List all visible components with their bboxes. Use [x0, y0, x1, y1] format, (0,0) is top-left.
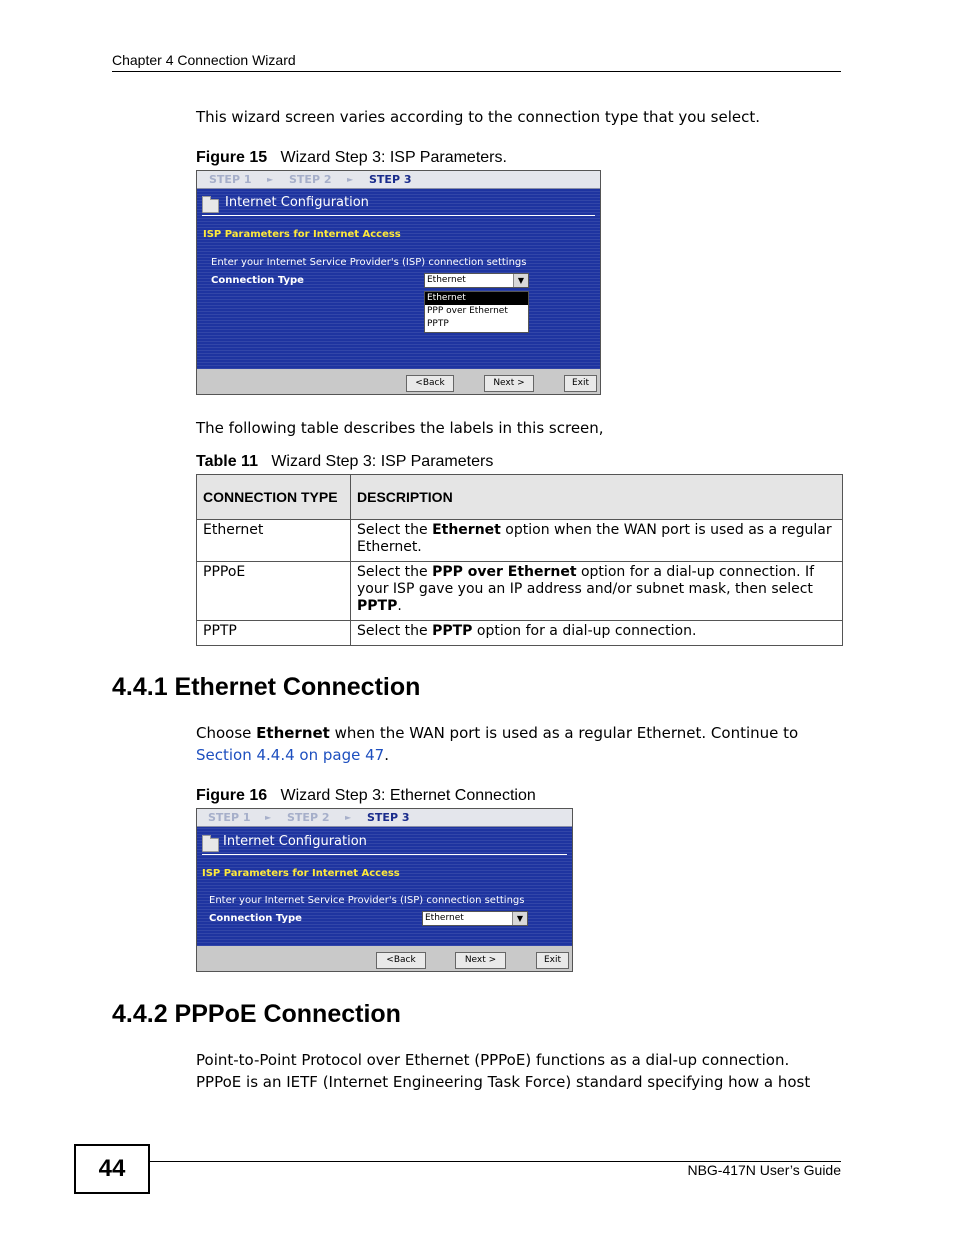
- step-arrow-icon: ►: [265, 813, 272, 822]
- table-header-row: [197, 475, 843, 520]
- wizard-panel: [197, 189, 600, 369]
- wizard-subtitle: ISP Parameters for Internet Access: [203, 229, 401, 240]
- connection-type-value: Ethernet: [427, 275, 466, 285]
- step-arrow-icon: ►: [347, 175, 354, 184]
- next-button[interactable]: Next >: [455, 952, 506, 969]
- table-row: [197, 562, 843, 621]
- cell-type: PPPoE: [197, 562, 351, 621]
- figure16-wizard-screenshot: [196, 808, 573, 972]
- title-divider: [202, 854, 567, 855]
- step-arrow-icon: ►: [345, 813, 352, 822]
- footer-guide-title: NBG-417N User’s Guide: [687, 1162, 841, 1178]
- chapter-header: Chapter 4 Connection Wizard: [112, 52, 296, 68]
- connection-type-dropdown: [424, 291, 529, 333]
- cell-description: Select the PPTP option for a dial-up connection.: [351, 621, 843, 646]
- table-row: [197, 621, 843, 646]
- step-2: STEP 2: [289, 173, 332, 186]
- step-2: STEP 2: [287, 811, 330, 824]
- option-ethernet[interactable]: Ethernet: [425, 292, 528, 305]
- option-ppp-over-ethernet[interactable]: PPP over Ethernet: [427, 306, 508, 316]
- connection-type-select[interactable]: [422, 911, 528, 926]
- section-441-paragraph: Choose Ethernet when the WAN port is used as a regular Ethernet. Continue to Section 4.4.4 on page 47.: [196, 724, 799, 764]
- cell-description: Select the PPP over Ethernet option for a dial-up connection. If your ISP gave you an IP address and/or subnet mask, then select PPTP.: [351, 562, 843, 621]
- header-connection-type: CONNECTION TYPE: [197, 475, 351, 520]
- back-button[interactable]: <Back: [376, 952, 426, 969]
- step-arrow-icon: ►: [267, 175, 274, 184]
- title-divider: [202, 215, 595, 216]
- wizard-instruction: Enter your Internet Service Provider's (ISP) connection settings: [211, 257, 527, 268]
- wizard-subtitle: ISP Parameters for Internet Access: [202, 868, 400, 879]
- chevron-down-icon[interactable]: ▼: [512, 912, 527, 925]
- cell-type: Ethernet: [197, 520, 351, 562]
- intro-paragraph: This wizard screen varies according to the connection type that you select.: [196, 108, 761, 126]
- table-row: [197, 520, 843, 562]
- wizard-title: Internet Configuration: [223, 834, 367, 849]
- section-444-link[interactable]: Section 4.4.4 on page 47: [196, 746, 385, 764]
- step-1: STEP 1: [208, 811, 251, 824]
- isp-parameters-table: [196, 474, 843, 646]
- table11-caption: Table 11 Wizard Step 3: ISP Parameters: [196, 453, 494, 470]
- wizard-panel: [197, 827, 572, 946]
- page-number: 44: [74, 1144, 150, 1194]
- wizard-instruction: Enter your Internet Service Provider's (ISP) connection settings: [209, 895, 525, 906]
- option-pptp[interactable]: PPTP: [427, 319, 449, 329]
- chevron-down-icon[interactable]: ▼: [513, 274, 528, 287]
- figure15-caption: Figure 15 Wizard Step 3: ISP Parameters.: [196, 149, 507, 166]
- figure15-wizard-screenshot: [196, 170, 601, 395]
- step-3: STEP 3: [369, 173, 412, 186]
- wizard-title: Internet Configuration: [225, 195, 369, 210]
- next-button[interactable]: Next >: [484, 375, 534, 392]
- section-441-heading: 4.4.1 Ethernet Connection: [112, 673, 421, 701]
- cell-description: Select the Ethernet option when the WAN port is used as a regular Ethernet.: [351, 520, 843, 562]
- cell-type: PPTP: [197, 621, 351, 646]
- connection-type-select[interactable]: [424, 273, 529, 288]
- wizard-steps-bar: [197, 809, 572, 827]
- header-description: DESCRIPTION: [351, 475, 843, 520]
- back-button[interactable]: <Back: [406, 375, 454, 392]
- folder-icon: [202, 199, 219, 213]
- step-3: STEP 3: [367, 811, 410, 824]
- connection-type-label: Connection Type: [211, 275, 304, 286]
- folder-icon: [202, 838, 219, 852]
- exit-button[interactable]: Exit: [564, 375, 597, 392]
- header-rule: [112, 71, 841, 72]
- table-intro: The following table describes the labels in this screen,: [196, 419, 604, 437]
- exit-button[interactable]: Exit: [536, 952, 569, 969]
- step-1: STEP 1: [209, 173, 252, 186]
- section-442-heading: 4.4.2 PPPoE Connection: [112, 1000, 401, 1028]
- wizard-steps-bar: [197, 171, 600, 189]
- figure16-caption: Figure 16 Wizard Step 3: Ethernet Connection: [196, 787, 536, 804]
- connection-type-label: Connection Type: [209, 913, 302, 924]
- section-442-paragraph: Point-to-Point Protocol over Ethernet (PPPoE) functions as a dial-up connection. PPPoE is an IETF (Internet Engineering Task Force) standard specifying how a host: [196, 1051, 811, 1091]
- connection-type-value: Ethernet: [425, 913, 464, 923]
